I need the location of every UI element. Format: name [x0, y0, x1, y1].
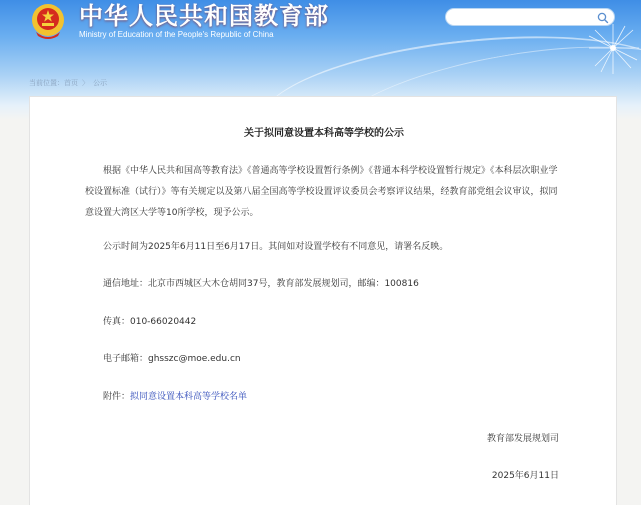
breadcrumb-prefix: 当前位置：	[29, 79, 64, 87]
fax-number: 传真：010-66020442	[103, 317, 197, 327]
signature-date: 2025年6月11日	[491, 471, 559, 481]
article-title: 关于拟同意设置本科高等学校的公示	[244, 128, 404, 139]
announcement-period: 公示时间为2025年6月11日至6月17日。其间如对设置学校有不同意见，请署名反映。	[103, 242, 449, 252]
article-panel	[29, 96, 617, 505]
site-title: 中华人民共和国教育部	[79, 1, 329, 30]
article-intro-paragraph: 根据《中华人民共和国高等教育法》《普通高等学校设置暂行条例》《普通本科学校设置暂行规定》《本科层次职业学校设置标准（试行）》等有关规定以及第八届全国高等学校设置评议委员会考察评议结果，经教育部党组会议审议，拟同意设置大湾区大学等10所学校，现予公示。	[85, 166, 558, 218]
breadcrumb-home-link[interactable]: 首页	[64, 79, 78, 87]
signature-department: 教育部发展规划司	[486, 434, 559, 444]
breadcrumb-current-link[interactable]: 公示	[93, 79, 107, 87]
attachment-link[interactable]: 拟同意设置本科高等学校名单	[130, 392, 248, 402]
attachment-label: 附件：	[103, 392, 131, 402]
attachment-line	[103, 391, 247, 403]
breadcrumb	[29, 78, 107, 88]
national-emblem-icon	[30, 2, 66, 40]
breadcrumb-separator: 〉	[82, 79, 89, 87]
mailing-address: 通信地址：北京市西城区大木仓胡同37号，教育部发展规划司，邮编：100816	[103, 279, 419, 289]
dandelion-icon	[585, 20, 641, 76]
site-subtitle: Ministry of Education of the People's Republic of China	[79, 30, 274, 39]
email-address: 电子邮箱：ghsszc@moe.edu.cn	[103, 354, 241, 364]
search-icon[interactable]	[596, 11, 610, 25]
search-box	[445, 8, 615, 26]
search-input[interactable]	[454, 10, 594, 24]
